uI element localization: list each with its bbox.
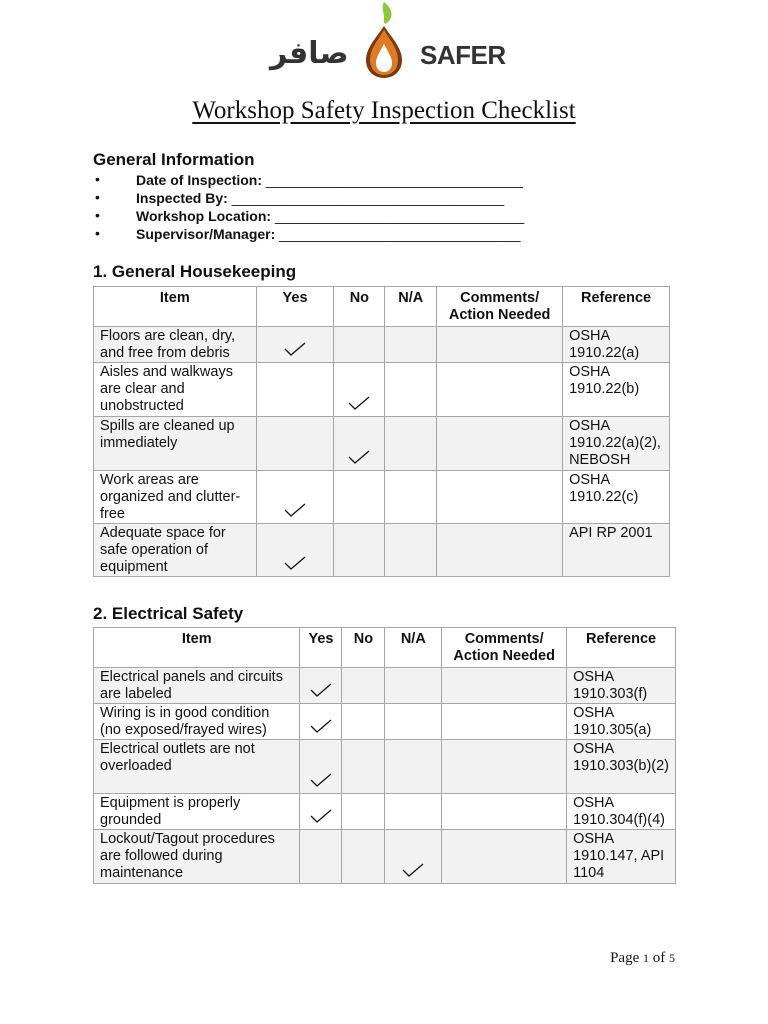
item-cell: Electrical outlets are not overloaded — [94, 740, 300, 794]
na-checkbox-cell[interactable] — [385, 363, 437, 417]
yes-checkbox-cell[interactable] — [256, 417, 334, 471]
na-checkbox-cell[interactable] — [385, 417, 437, 471]
comments-cell[interactable] — [437, 327, 563, 363]
bullet: • — [95, 189, 100, 205]
checkmark-icon — [284, 503, 306, 517]
na-checkbox-cell[interactable] — [385, 524, 437, 577]
page-word: Page — [610, 950, 643, 966]
bullet: • — [95, 225, 100, 241]
reference-cell: OSHA 1910.147, API 1104 — [567, 830, 676, 884]
page-title: Workshop Safety Inspection Checklist — [192, 97, 576, 124]
workshop-location-field[interactable]: ________________________________ — [274, 208, 525, 224]
no-checkbox-cell[interactable] — [342, 830, 385, 884]
column-header-item: Item — [94, 287, 257, 327]
column-header-item: Item — [94, 628, 300, 668]
page-current: 1 — [643, 951, 649, 965]
comments-cell[interactable] — [437, 363, 563, 417]
yes-checkbox-cell[interactable] — [300, 740, 342, 794]
table-header-row — [94, 628, 676, 668]
column-header-comments: Comments/ Action Needed — [437, 287, 563, 327]
no-checkbox-cell[interactable] — [334, 471, 385, 524]
bullet: • — [95, 207, 100, 223]
company-logo — [266, 0, 506, 80]
table-row — [94, 794, 676, 830]
checkmark-icon — [284, 342, 306, 356]
item-cell: Adequate space for safe operation of equipment — [94, 524, 257, 577]
column-header-yes: Yes — [256, 287, 334, 327]
table-row — [94, 704, 676, 740]
item-cell: Spills are cleaned up immediately — [94, 417, 257, 471]
table-row — [94, 740, 676, 794]
logo-safer-text: SAFER — [420, 40, 506, 70]
checkmark-icon — [284, 556, 306, 570]
column-header-comments: Comments/ Action Needed — [442, 628, 567, 668]
checkmark-icon — [310, 809, 332, 823]
na-checkbox-cell[interactable] — [385, 704, 442, 740]
column-header-reference: Reference — [563, 287, 670, 327]
comments-cell[interactable] — [442, 830, 567, 884]
column-header-no: No — [334, 287, 385, 327]
comments-cell[interactable] — [442, 704, 567, 740]
checkmark-icon — [348, 450, 370, 464]
reference-cell: OSHA 1910.22(a)(2), NEBOSH — [563, 417, 670, 471]
item-cell: Aisles and walkways are clear and unobstructed — [94, 363, 257, 417]
date-of-inspection-label: Date of Inspection: — [136, 172, 266, 188]
na-checkbox-cell[interactable] — [385, 471, 437, 524]
yes-checkbox-cell[interactable] — [300, 704, 342, 740]
no-checkbox-cell[interactable] — [334, 363, 385, 417]
reference-cell: OSHA 1910.22(b) — [563, 363, 670, 417]
table-row — [94, 830, 676, 884]
inspected-by-field[interactable]: ___________________________________ — [231, 190, 505, 206]
yes-checkbox-cell[interactable] — [256, 471, 334, 524]
table-row — [94, 524, 670, 577]
section-heading-housekeeping: 1. General Housekeeping — [93, 262, 297, 281]
comments-cell[interactable] — [442, 740, 567, 794]
bullet: • — [95, 171, 100, 187]
no-checkbox-cell[interactable] — [342, 668, 385, 704]
na-checkbox-cell[interactable] — [385, 830, 442, 884]
na-checkbox-cell[interactable] — [385, 327, 437, 363]
comments-cell[interactable] — [442, 794, 567, 830]
reference-cell: API RP 2001 — [563, 524, 670, 577]
item-cell: Floors are clean, dry, and free from debris — [94, 327, 257, 363]
reference-cell: OSHA 1910.303(b)(2) — [567, 740, 676, 794]
column-header-na: N/A — [385, 287, 437, 327]
table-row — [94, 327, 670, 363]
column-header-na: N/A — [385, 628, 442, 668]
yes-checkbox-cell[interactable] — [256, 363, 334, 417]
housekeeping-checklist-table — [93, 286, 670, 577]
item-cell: Equipment is properly grounded — [94, 794, 300, 830]
column-header-no: No — [342, 628, 385, 668]
comments-cell[interactable] — [437, 471, 563, 524]
table-row — [94, 668, 676, 704]
of-word: of — [649, 950, 669, 966]
page-number — [610, 950, 675, 967]
table-header-row — [94, 287, 670, 327]
table-row — [94, 471, 670, 524]
date-of-inspection-field[interactable]: _________________________________ — [265, 172, 523, 188]
no-checkbox-cell[interactable] — [334, 327, 385, 363]
comments-cell[interactable] — [437, 524, 563, 577]
supervisor-manager-field[interactable]: _______________________________ — [279, 226, 521, 242]
na-checkbox-cell[interactable] — [385, 794, 442, 830]
column-header-yes: Yes — [300, 628, 342, 668]
reference-cell: OSHA 1910.305(a) — [567, 704, 676, 740]
electrical-checklist-table — [93, 627, 676, 884]
comments-cell[interactable] — [442, 668, 567, 704]
checkmark-icon — [310, 683, 332, 697]
inspected-by-label: Inspected By: — [136, 190, 232, 206]
section-heading-electrical: 2. Electrical Safety — [93, 604, 244, 623]
checkmark-icon — [402, 863, 424, 877]
no-checkbox-cell[interactable] — [342, 740, 385, 794]
logo-drop-icon — [354, 0, 414, 80]
item-cell: Wiring is in good condition (no exposed/frayed wires) — [94, 704, 300, 740]
no-checkbox-cell[interactable] — [342, 704, 385, 740]
comments-cell[interactable] — [437, 417, 563, 471]
na-checkbox-cell[interactable] — [385, 740, 442, 794]
yes-checkbox-cell[interactable] — [300, 794, 342, 830]
reference-cell: OSHA 1910.22(a) — [563, 327, 670, 363]
general-info-heading: General Information — [93, 150, 255, 169]
yes-checkbox-cell[interactable] — [256, 524, 334, 577]
no-checkbox-cell[interactable] — [342, 794, 385, 830]
checkmark-icon — [310, 719, 332, 733]
na-checkbox-cell[interactable] — [385, 668, 442, 704]
no-checkbox-cell[interactable] — [334, 417, 385, 471]
table-row — [94, 417, 670, 471]
yes-checkbox-cell[interactable] — [256, 327, 334, 363]
reference-cell: OSHA 1910.304(f)(4) — [567, 794, 676, 830]
item-cell: Electrical panels and circuits are labeled — [94, 668, 300, 704]
yes-checkbox-cell[interactable] — [300, 830, 342, 884]
supervisor-manager-label: Supervisor/Manager: — [136, 226, 280, 242]
item-cell: Work areas are organized and clutter-free — [94, 471, 257, 524]
checkmark-icon — [348, 396, 370, 410]
workshop-location-label: Workshop Location: — [136, 208, 275, 224]
page-total: 5 — [669, 951, 675, 965]
column-header-reference: Reference — [567, 628, 676, 668]
checkmark-icon — [310, 773, 332, 787]
reference-cell: OSHA 1910.303(f) — [567, 668, 676, 704]
logo-arabic-text: صافر — [270, 36, 349, 71]
reference-cell: OSHA 1910.22(c) — [563, 471, 670, 524]
table-row — [94, 363, 670, 417]
yes-checkbox-cell[interactable] — [300, 668, 342, 704]
no-checkbox-cell[interactable] — [334, 524, 385, 577]
item-cell: Lockout/Tagout procedures are followed during maintenance — [94, 830, 300, 884]
